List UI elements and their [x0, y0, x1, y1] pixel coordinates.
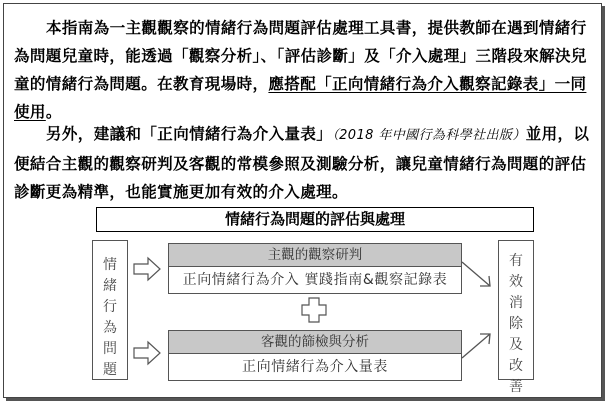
arrow-right-icon: [134, 342, 160, 364]
arrow-diagonal-icon: [462, 334, 490, 358]
intro-text-end: 。: [45, 103, 62, 121]
outcome-char: 改: [509, 358, 523, 374]
outcome-char: 效: [509, 274, 523, 290]
second-text-end: 並用，以便結合主觀的觀察研判及客觀的常模參照及測驗分析，讓兒童情緒行為問題的評估診斷更為精準，也能實施更加有效的介入處理。: [14, 125, 590, 201]
publisher-note: （2018 年中國行為科學社出版）: [332, 128, 526, 143]
problem-char: 情: [103, 257, 117, 273]
subjective-tools: 正向情緒行為介入 實踐指南&觀察記錄表: [182, 272, 448, 288]
objective-header: 客觀的篩檢與分析: [169, 331, 461, 354]
subjective-header: 主觀的觀察研判: [169, 244, 461, 267]
problem-char: 問: [103, 341, 117, 357]
intro-text-start: 本指南為一主觀觀察的情緒行為問題評估處理工具書，提供教師在遇到情緒行為問題兒童時，能透過「觀察分析」、「評估診斷」及「介入處理」三階段來解決兒童的情緒行為問題。在教育現場時，: [14, 19, 587, 93]
arrow-diagonal-icon: [462, 262, 490, 286]
problem-char: 行: [103, 299, 117, 315]
outcome-char: 除: [509, 316, 523, 332]
outcome-char: 消: [509, 295, 523, 311]
plus-icon: [302, 298, 326, 322]
usage-note-underlined: 應搭配「正向情緒行為介入觀察記錄表」一同使用: [14, 75, 587, 121]
diagram-title: 情緒行為問題的評估與處理: [96, 207, 534, 232]
arrow-right-icon: [134, 258, 160, 280]
problem-char: 題: [103, 362, 117, 378]
problem-char: 緒: [103, 278, 117, 294]
outcome-char: 有: [509, 253, 523, 269]
outcome-char: 及: [509, 337, 523, 353]
second-text-start: 另外，建議和「正向情緒行為介入量表」: [46, 125, 333, 143]
outcome-char: 善: [509, 379, 523, 395]
objective-tools: 正向情緒行為介入量表: [242, 359, 388, 375]
problem-char: 為: [103, 320, 117, 336]
